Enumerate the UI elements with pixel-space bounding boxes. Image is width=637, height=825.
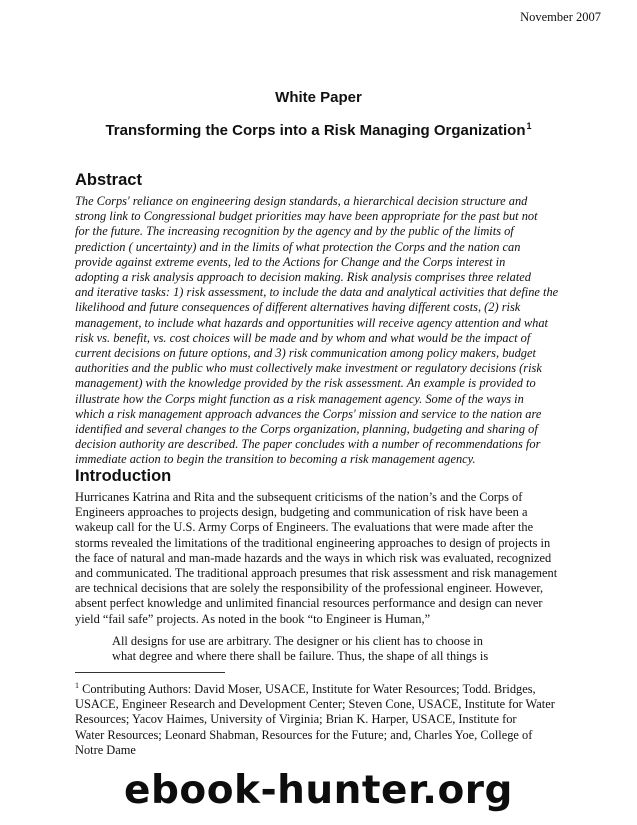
introduction-heading: Introduction (75, 467, 172, 485)
abstract-line: which a risk management approach advances the Corps' mission and service to the nation are (75, 406, 542, 421)
footnote-line-text: Contributing Authors: David Moser, USACE, Institute for Water Resources; Todd. Bridges, (79, 682, 536, 696)
introduction-line: storms revealed the limitations of the traditional engineering approaches to design of projects in (75, 535, 551, 550)
document-title (0, 121, 637, 139)
introduction-line: Hurricanes Katrina and Rita and the subsequent criticisms of the nation’s and the Corps of (75, 490, 523, 504)
abstract-line: strong link to Congressional budget priorities may have been appropriate for the past but not (75, 209, 538, 224)
abstract-line: management, to include what hazards and opportunities will receive agency attention and what (75, 315, 548, 330)
footnote-line (75, 678, 575, 697)
footnote-line: Resources; Yacov Haimes, University of Virginia; Brian K. Harper, USACE, Institute for (75, 712, 517, 727)
introduction-line: are technical decisions that are solely the responsibility of the professional engineer. However, (75, 581, 544, 596)
footnote-marker: 1 (75, 681, 79, 690)
abstract-line: provide against extreme events, led to the Actions for Change and the Corps interest in (75, 254, 506, 269)
introduction-line: the face of natural and man-made hazards and the ways in which risk was evaluated, recognized (75, 550, 552, 565)
abstract-line: decision authority are described. The paper concludes with a number of recommendations for (75, 437, 541, 452)
abstract-line: illustrate how the Corps might function as a risk management agency. Some of the ways in (75, 391, 524, 406)
block-quote (112, 634, 572, 664)
footnote-line: Water Resources; Leonard Shabman, Resources for the Future; and, Charles Yoe, College of (75, 727, 533, 742)
document-type-label: White Paper (275, 89, 362, 106)
introduction-line: yield “fail safe” projects. As noted in the book “to Engineer is Human,” (75, 611, 431, 626)
footnote-line: USACE, Engineer Research and Development Center; Steven Cone, USACE, Institute for Water (75, 697, 555, 712)
abstract-heading: Abstract (75, 171, 142, 189)
footnote-line: Notre Dame (75, 742, 136, 757)
abstract-body (75, 194, 575, 468)
abstract-line: authorities and the public who must collectively make investment or regulatory decisions (risk (75, 361, 542, 376)
introduction-line: absent perfect knowledge and unlimited financial resources performance and design can never (75, 596, 543, 611)
introduction-line: and communicated. The traditional approach presumes that risk assessment and risk management (75, 566, 558, 581)
footnote (75, 678, 575, 758)
abstract-line: prediction ( uncertainty) and in the limits of what protection the Corps and the nation can (75, 239, 521, 254)
quote-line: what degree and where there shall be failure. Thus, the shape of all things is (112, 649, 489, 664)
abstract-line: immediate action to begin the transition to becoming a risk management agency. (75, 452, 476, 467)
quote-line: All designs for use are arbitrary. The designer or his client has to choose in (112, 634, 483, 648)
watermark: ebook-hunter.org (124, 768, 513, 813)
document-title-text: Transforming the Corps into a Risk Managing Organization (105, 122, 526, 139)
abstract-line: likelihood and future consequences of different alternatives having different costs, (2) risk (75, 300, 521, 315)
abstract-line: for the future. The increasing recognition by the agency and by the public of the limits of (75, 224, 514, 239)
abstract-line: current decisions on future options, and 3) risk communication among policy makers, budget (75, 346, 536, 361)
introduction-body (75, 490, 575, 627)
abstract-line: The Corps' reliance on engineering design standards, a hierarchical decision structure and (75, 194, 528, 208)
document-date: November 2007 (520, 10, 601, 24)
abstract-line: identified and several changes to the Corps organization, planning, budgeting and sharing of (75, 422, 538, 437)
abstract-line: and iterative tasks: 1) risk assessment, to include the data and analytical activities that define the (75, 285, 559, 300)
introduction-line: Engineers approaches to projects design, budgeting and communication of risk have been a (75, 505, 528, 520)
abstract-line: management) with the knowledge provided by the risk assessment. An example is provided to (75, 376, 536, 391)
abstract-line: risk vs. benefit, vs. cost choices will be made and by whom and what would be the impact of (75, 330, 531, 345)
footnote-reference[interactable]: 1 (526, 121, 532, 131)
abstract-line: adopting a risk analysis approach to decision making. Risk analysis comprises three related (75, 270, 531, 285)
footnote-separator (75, 672, 225, 673)
introduction-line: wakeup call for the U.S. Army Corps of Engineers. The evaluations that were made after the (75, 520, 534, 535)
